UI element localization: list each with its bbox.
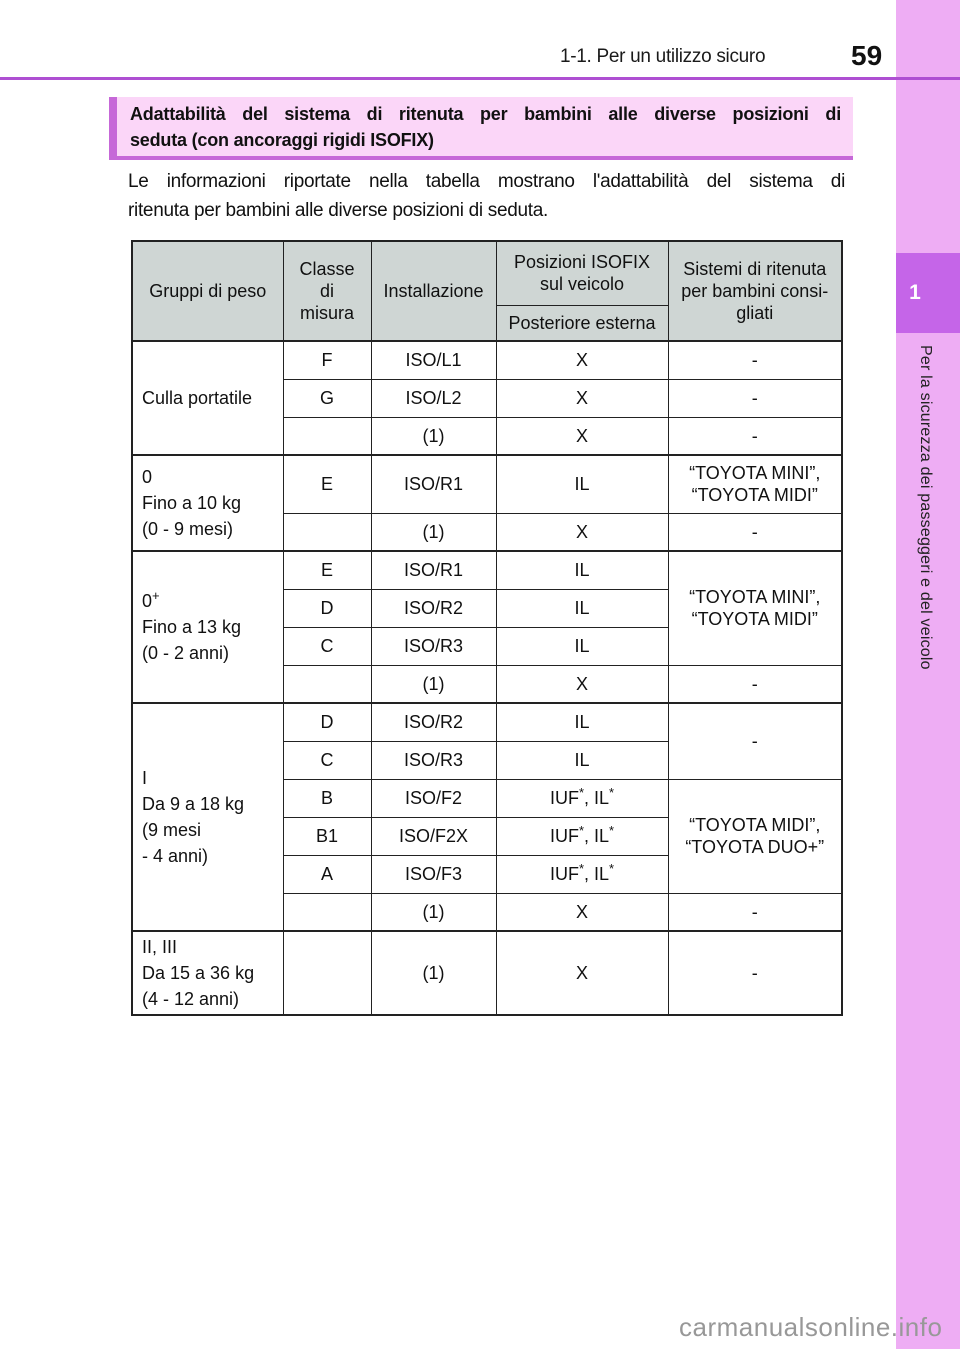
- table-row: [132, 931, 842, 1015]
- table-cell: ISO/F2X: [371, 817, 496, 855]
- table-cell: IUF*, IL*: [496, 817, 668, 855]
- table-cell: -: [668, 513, 842, 551]
- table-cell: ISO/R3: [371, 627, 496, 665]
- table-cell: IUF*, IL*: [496, 855, 668, 893]
- table-cell: B1: [283, 817, 371, 855]
- table-cell: C: [283, 741, 371, 779]
- sidebar-chapter-label-text: Per la sicurezza dei passeggeri e del veicolo: [917, 345, 934, 670]
- table-body: [132, 241, 842, 1015]
- table-row: [132, 703, 842, 741]
- table-cell: [283, 665, 371, 703]
- table-cell: -: [668, 893, 842, 931]
- weight-group-cell: Culla portatile: [132, 341, 283, 455]
- table-cell: IL: [496, 627, 668, 665]
- table-cell: A: [283, 855, 371, 893]
- table-cell: X: [496, 341, 668, 379]
- table-cell: ISO/R2: [371, 703, 496, 741]
- table-cell: X: [496, 379, 668, 417]
- watermark: carmanualsonline.info: [679, 1312, 943, 1342]
- table-cell: -: [668, 931, 842, 1015]
- table-cell: IL: [496, 703, 668, 741]
- table-cell: X: [496, 893, 668, 931]
- weight-group-cell: 0 Fino a 10 kg (0 - 9 mesi): [132, 455, 283, 551]
- breadcrumb-section-title: 1-1. Per un utilizzo sicuro: [560, 46, 766, 67]
- table-cell: (1): [371, 931, 496, 1015]
- table-cell: ISO/F3: [371, 855, 496, 893]
- table-cell: “TOYOTA MINI”, “TOYOTA MIDI”: [668, 455, 842, 513]
- table-cell: D: [283, 589, 371, 627]
- section-title-banner: Adattabilità del sistema di ritenuta per bambini alle diverse posizioni di seduta (con ancoraggi rigidi ISOFIX): [109, 97, 853, 160]
- table-cell: ISO/R1: [371, 551, 496, 589]
- table-cell: ISO/F2: [371, 779, 496, 817]
- table-cell: D: [283, 703, 371, 741]
- sidebar-chapter-label: [896, 345, 960, 1025]
- table-header-cell: Classe di misura: [283, 241, 371, 341]
- table-cell: ISO/L2: [371, 379, 496, 417]
- table-row: [132, 455, 842, 513]
- table-cell: (1): [371, 665, 496, 703]
- table-cell: X: [496, 417, 668, 455]
- table-cell: X: [496, 931, 668, 1015]
- table-cell: “TOYOTA MINI”, “TOYOTA MIDI”: [668, 551, 842, 665]
- weight-group-cell: II, III Da 15 a 36 kg (4 - 12 anni): [132, 931, 283, 1015]
- page-number: 59: [851, 40, 883, 71]
- table-cell: (1): [371, 513, 496, 551]
- table-cell: [283, 931, 371, 1015]
- table-header-cell: Installazione: [371, 241, 496, 341]
- table-cell: X: [496, 513, 668, 551]
- table-cell: [283, 893, 371, 931]
- table-cell: ISO/R3: [371, 741, 496, 779]
- table-row: [132, 241, 842, 305]
- table-row: [132, 551, 842, 589]
- chapter-tab-number: 1: [909, 281, 921, 304]
- chapter-tab: [896, 253, 960, 333]
- table-cell: -: [668, 703, 842, 779]
- table-header-cell: Posteriore esterna: [496, 305, 668, 341]
- table-cell: IUF*, IL*: [496, 779, 668, 817]
- header-divider-rule: [0, 77, 960, 80]
- table-cell: IL: [496, 589, 668, 627]
- weight-group-cell: 0+ Fino a 13 kg (0 - 2 anni): [132, 551, 283, 703]
- table-cell: ISO/L1: [371, 341, 496, 379]
- table-cell: ISO/R2: [371, 589, 496, 627]
- table-cell: -: [668, 417, 842, 455]
- table-header-cell: Posizioni ISOFIX sul veicolo: [496, 241, 668, 305]
- table-cell: IL: [496, 455, 668, 513]
- table-cell: IL: [496, 741, 668, 779]
- table-cell: [283, 417, 371, 455]
- table-cell: X: [496, 665, 668, 703]
- isofix-compatibility-table: [131, 240, 843, 1016]
- table-row: [132, 341, 842, 379]
- table-cell: IL: [496, 551, 668, 589]
- weight-group-cell: I Da 9 a 18 kg (9 mesi - 4 anni): [132, 703, 283, 931]
- table-cell: (1): [371, 893, 496, 931]
- table-cell: E: [283, 455, 371, 513]
- table-cell: -: [668, 341, 842, 379]
- table-cell: F: [283, 341, 371, 379]
- table-header-cell: Gruppi di peso: [132, 241, 283, 341]
- table-cell: B: [283, 779, 371, 817]
- table-cell: “TOYOTA MIDI”, “TOYOTA DUO+”: [668, 779, 842, 893]
- table-cell: E: [283, 551, 371, 589]
- table-cell: ISO/R1: [371, 455, 496, 513]
- table-header-cell: Sistemi di ritenuta per bambini consi- gliati: [668, 241, 842, 341]
- intro-paragraph: Le informazioni riportate nella tabella mostrano l'adattabilità del sistema di ritenuta per bambini alle diverse posizioni di seduta.: [128, 171, 845, 221]
- table-cell: G: [283, 379, 371, 417]
- table-cell: [283, 513, 371, 551]
- table-cell: (1): [371, 417, 496, 455]
- table-cell: -: [668, 379, 842, 417]
- table-cell: C: [283, 627, 371, 665]
- table-cell: -: [668, 665, 842, 703]
